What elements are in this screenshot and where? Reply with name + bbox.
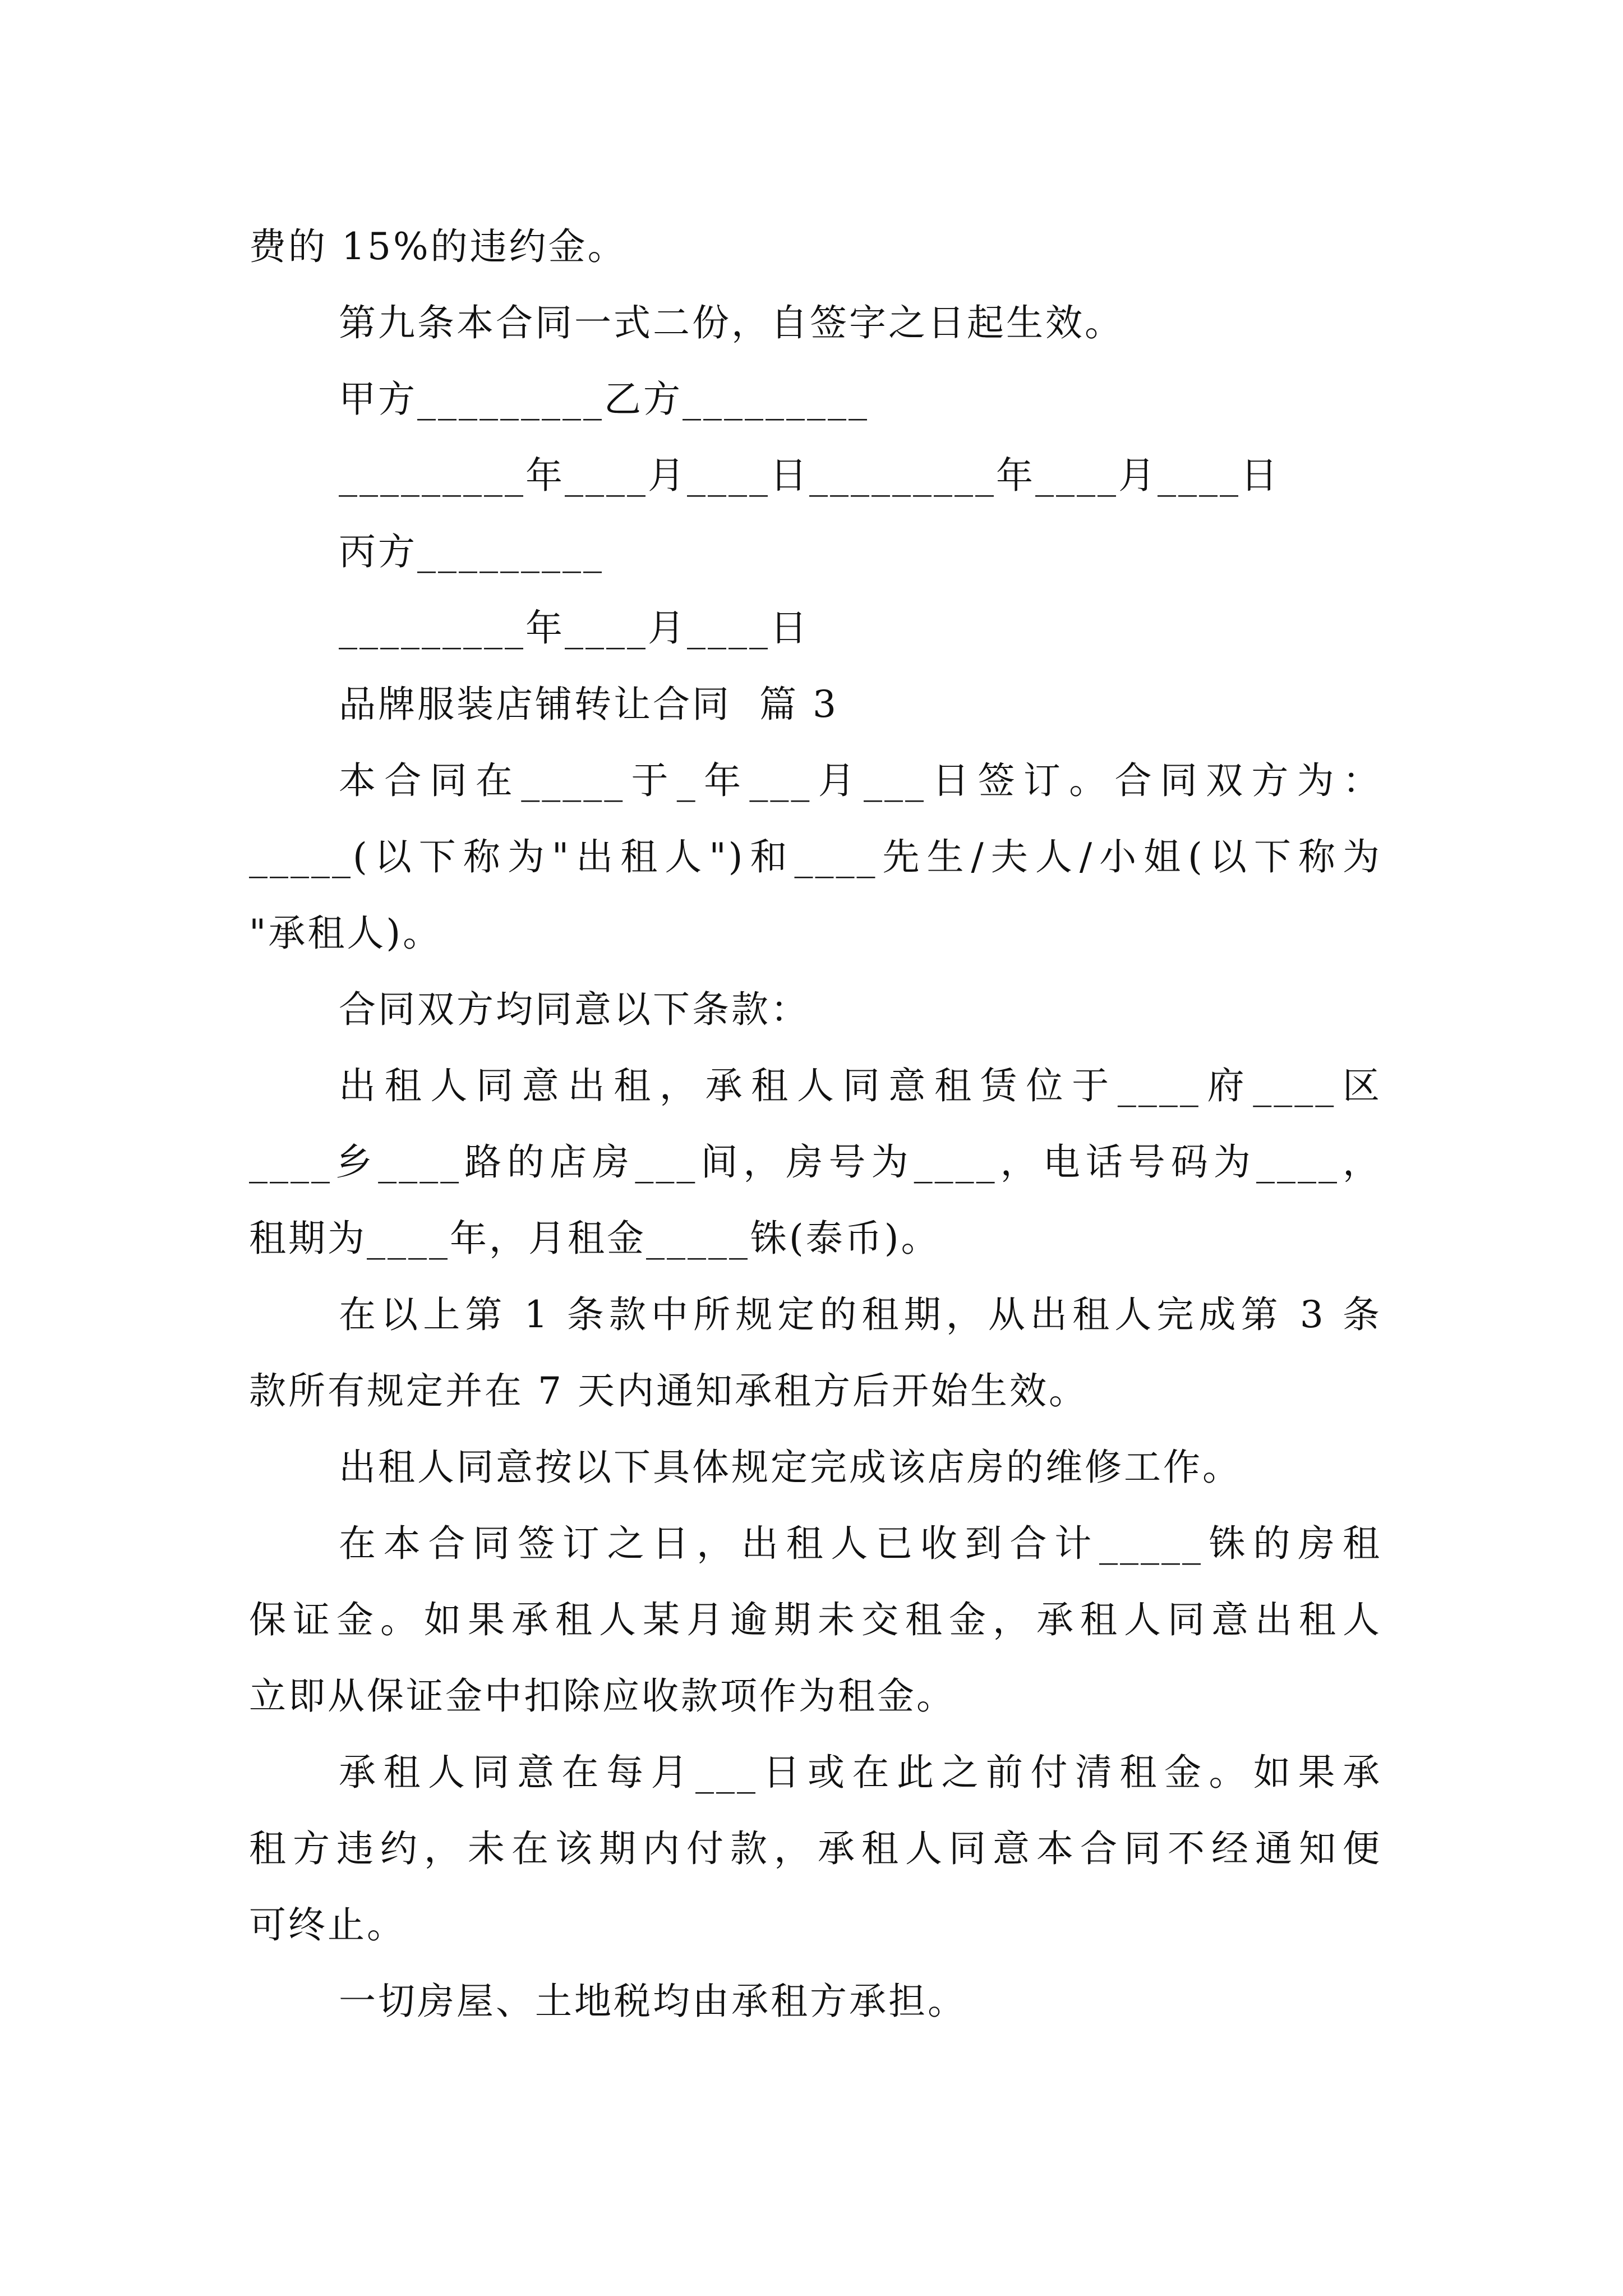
text-line-18: 在本合同签订之日，出租人已收到合计_____铢的房租 bbox=[339, 1522, 1382, 1565]
signature-line-parties-a-b: 甲方_________乙方_________ bbox=[339, 378, 869, 421]
text-line-17: 出租人同意按以下具体规定完成该店房的维修工作。 bbox=[339, 1446, 1242, 1489]
text-line-12: 出租人同意出租，承租人同意租赁位于____府____区 bbox=[339, 1064, 1382, 1107]
text-line-20: 立即从保证金中扣除应收款项作为租金。 bbox=[249, 1674, 956, 1718]
text-line-21: 承租人同意在每月___日或在此之前付清租金。如果承 bbox=[339, 1751, 1382, 1794]
text-line-22: 租方违约，未在该期内付款，承租人同意本合同不经通知便 bbox=[249, 1827, 1382, 1870]
text-line-9: _____(以下称为"出租人")和____先生/夫人/小姐(以下称为 bbox=[249, 835, 1382, 878]
date-line-party-c: _________年____月____日 bbox=[339, 606, 809, 650]
document-body bbox=[249, 209, 1382, 2040]
text-line-1: 费的 15%的违约金。 bbox=[249, 225, 627, 268]
section-heading: 品牌服装店铺转让合同 篇 3 bbox=[339, 683, 838, 726]
text-line-14: 租期为____年，月租金_____铢(泰币)。 bbox=[249, 1217, 940, 1260]
text-line-23: 可终止。 bbox=[249, 1903, 406, 1947]
signature-line-party-c: 丙方_________ bbox=[339, 530, 604, 573]
text-line-2: 第九条本合同一式二份，自签字之日起生效。 bbox=[339, 301, 1124, 344]
text-line-16: 款所有规定并在 7 天内通知承租方后开始生效。 bbox=[249, 1369, 1088, 1412]
text-line-19: 保证金。如果承租人某月逾期未交租金，承租人同意出租人 bbox=[249, 1598, 1382, 1641]
text-line-10: "承租人)。 bbox=[249, 912, 442, 955]
text-line-11: 合同双方均同意以下条款： bbox=[339, 988, 810, 1031]
text-line-24: 一切房屋、土地税均由承租方承担。 bbox=[339, 1980, 967, 2023]
text-line-15: 在以上第 1 条款中所规定的租期，从出租人完成第 3 条 bbox=[339, 1293, 1382, 1336]
date-line-parties-a-b: _________年____月____日_________年____月____日 bbox=[339, 454, 1280, 497]
text-line-13: ____乡____路的店房___间，房号为____，电话号码为____， bbox=[249, 1140, 1382, 1184]
text-line-8: 本合同在_____于_年___月___日签订。合同双方为： bbox=[339, 759, 1382, 802]
